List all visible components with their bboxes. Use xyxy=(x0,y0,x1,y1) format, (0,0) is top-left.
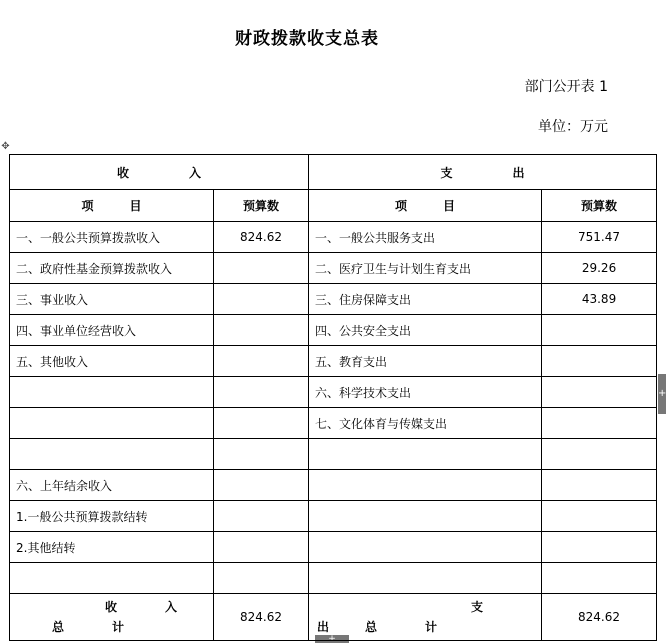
expense-total-value: 824.62 xyxy=(542,594,657,641)
income-item-cell: 三、事业收入 xyxy=(10,284,214,315)
expense-value-cell: 43.89 xyxy=(542,284,657,315)
add-row-icon[interactable]: + xyxy=(315,635,349,643)
expense-item-cell: 五、教育支出 xyxy=(309,346,542,377)
income-value-cell xyxy=(214,532,309,563)
expense-value-cell: 751.47 xyxy=(542,222,657,253)
expense-item-cell xyxy=(309,501,542,532)
expense-item-cell xyxy=(309,439,542,470)
table-row xyxy=(10,439,657,470)
income-item-header: 项 目 xyxy=(10,190,214,222)
table-row xyxy=(10,284,657,315)
income-item-cell xyxy=(10,439,214,470)
page-title: 财政拨款收支总表 xyxy=(235,29,379,49)
expense-value-cell xyxy=(542,470,657,501)
income-total-line2: 总 计 xyxy=(52,620,125,634)
income-value-cell: 824.62 xyxy=(214,222,309,253)
table-row xyxy=(10,377,657,408)
expense-item-cell: 二、医疗卫生与计划生育支出 xyxy=(309,253,542,284)
expense-value-cell xyxy=(542,377,657,408)
income-value-cell xyxy=(214,315,309,346)
income-value-cell xyxy=(214,346,309,377)
expense-total-label xyxy=(309,594,542,641)
income-value-cell xyxy=(214,253,309,284)
income-total-line1: 收 入 xyxy=(105,600,178,614)
add-column-icon[interactable]: + xyxy=(658,374,666,414)
table-row xyxy=(10,470,657,501)
income-header: 收 入 xyxy=(10,155,309,190)
expense-value-cell: 29.26 xyxy=(542,253,657,284)
table-row xyxy=(10,253,657,284)
table-row xyxy=(10,408,657,439)
expense-value-cell xyxy=(542,501,657,532)
expense-item-cell: 四、公共安全支出 xyxy=(309,315,542,346)
expense-header: 支 出 xyxy=(309,155,657,190)
budget-table xyxy=(9,154,657,641)
expense-value-cell xyxy=(542,346,657,377)
income-value-cell xyxy=(214,470,309,501)
income-item-cell: 2.其他结转 xyxy=(10,532,214,563)
expense-value-cell xyxy=(542,408,657,439)
table-move-handle-icon[interactable]: ✥ xyxy=(1,141,10,152)
income-value-cell xyxy=(214,408,309,439)
income-item-cell: 六、上年结余收入 xyxy=(10,470,214,501)
table-row xyxy=(10,315,657,346)
income-value-cell xyxy=(214,439,309,470)
expense-value-cell xyxy=(542,563,657,594)
income-item-cell: 1.一般公共预算拨款结转 xyxy=(10,501,214,532)
expense-total-line2: 出 总 计 xyxy=(317,620,438,634)
form-code: 部门公开表 1 xyxy=(524,79,608,95)
table-row xyxy=(10,346,657,377)
expense-item-header: 项 目 xyxy=(309,190,542,222)
expense-value-cell xyxy=(542,532,657,563)
expense-item-cell: 一、一般公共服务支出 xyxy=(309,222,542,253)
table-row xyxy=(10,532,657,563)
expense-item-cell xyxy=(309,563,542,594)
income-budget-header: 预算数 xyxy=(214,190,309,222)
income-item-cell: 四、事业单位经营收入 xyxy=(10,315,214,346)
table-row xyxy=(10,222,657,253)
expense-total-line1: 支 xyxy=(471,600,484,614)
income-item-cell: 一、一般公共预算拨款收入 xyxy=(10,222,214,253)
expense-value-cell xyxy=(542,439,657,470)
expense-item-cell: 七、文化体育与传媒支出 xyxy=(309,408,542,439)
income-item-cell xyxy=(10,377,214,408)
expense-item-cell: 六、科学技术支出 xyxy=(309,377,542,408)
table-row xyxy=(10,501,657,532)
total-row xyxy=(10,594,657,641)
income-value-cell xyxy=(214,563,309,594)
table-row xyxy=(10,563,657,594)
income-total-value: 824.62 xyxy=(214,594,309,641)
income-value-cell xyxy=(214,377,309,408)
income-item-cell xyxy=(10,563,214,594)
expense-value-cell xyxy=(542,315,657,346)
unit-label: 单位：万元 xyxy=(538,119,608,135)
expense-item-cell xyxy=(309,470,542,501)
income-item-cell: 二、政府性基金预算拨款收入 xyxy=(10,253,214,284)
expense-item-cell: 三、住房保障支出 xyxy=(309,284,542,315)
income-total-label xyxy=(10,594,214,641)
income-value-cell xyxy=(214,501,309,532)
expense-item-cell xyxy=(309,532,542,563)
income-value-cell xyxy=(214,284,309,315)
expense-budget-header: 预算数 xyxy=(542,190,657,222)
income-item-cell xyxy=(10,408,214,439)
income-item-cell: 五、其他收入 xyxy=(10,346,214,377)
